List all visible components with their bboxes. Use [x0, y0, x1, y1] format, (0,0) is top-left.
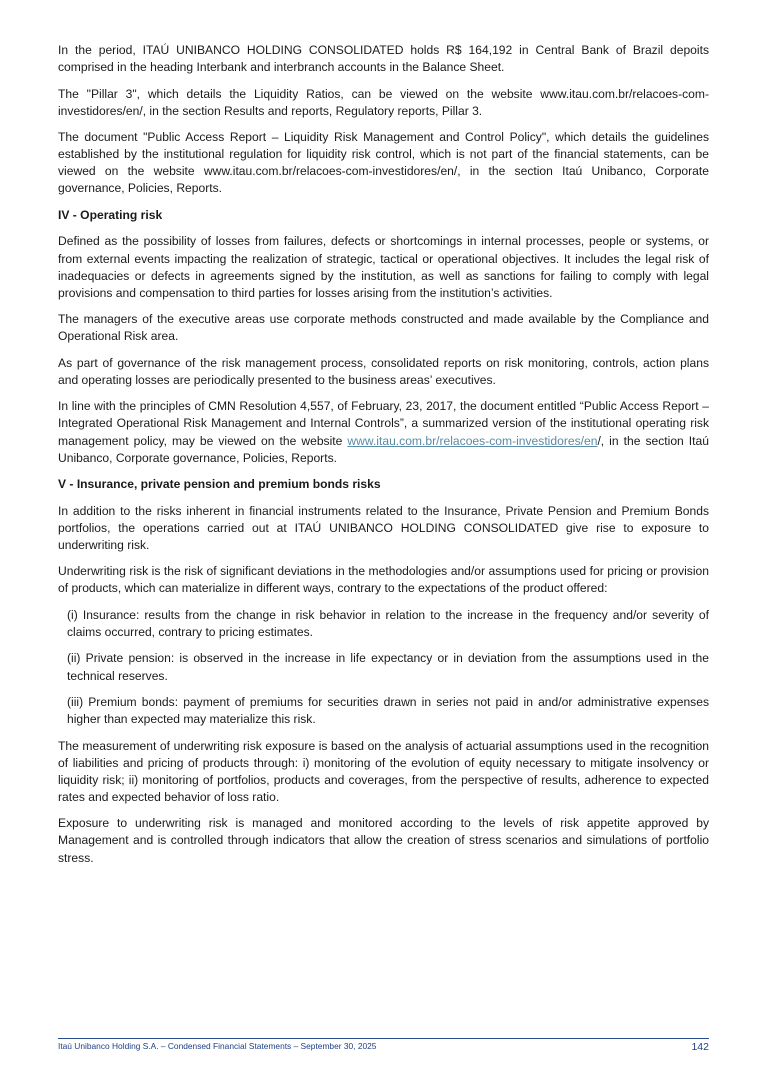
heading-operating-risk: IV - Operating risk	[58, 207, 163, 222]
paragraph-cmn-resolution	[58, 398, 709, 466]
document-body	[58, 42, 709, 876]
paragraph-central-bank-deposits: In the period, ITAÚ UNIBANCO HOLDING CONSOLIDATED holds R$ 164,192 in Central Bank of Brazil depoits comprised in the heading Interbank and interbranch accounts in the Balance Sheet.	[58, 43, 709, 75]
paragraph-operating-risk-definition: Defined as the possibility of losses from failures, defects or shortcomings in internal processes, people or systems, or from external events impacting the realization of strategic, tactical or operational objectives. It includes the legal risk of inadequacies or defects in agreements signed by the institution, as well as sanctions for failing to comply with legal provisions and compensation to third parties for losses arising from the institution’s activities.	[58, 234, 709, 300]
cmn-text-before: In line with the principles of CMN Resolution 4,557, of February, 23, 2017, the document entitled “Public Access Report – Integrated Operational Risk Management and Internal Controls”, a summarized version of the institutional operating risk management policy, may be viewed on the website	[58, 399, 709, 448]
page-number: 142	[691, 1041, 709, 1053]
list-item-insurance: (i) Insurance: results from the change in risk behavior in relation to the increase in the frequency and/or severity of claims occurred, contrary to pricing estimates.	[67, 607, 709, 639]
paragraph-measurement: The measurement of underwriting risk exposure is based on the analysis of actuarial assumptions used in the recognition of liabilities and pricing of products through: i) monitoring of the evolution of equity necessary to mitigate insolvency or liquidity risk; ii) monitoring of portfolios, products and coverages, from the perspective of results, adherence to expected rates and expected behavior of loss ratio.	[58, 738, 709, 804]
paragraph-insurance-intro: In addition to the risks inherent in financial instruments related to the Insurance, Private Pension and Premium Bonds portfolios, the operations carried out at ITAÚ UNIBANCO HOLDING CONSOLIDATED give rise to exposure to underwriting risk.	[58, 503, 709, 552]
heading-insurance-risks: V - Insurance, private pension and premium bonds risks	[58, 477, 381, 492]
list-item-premium-bonds: (iii) Premium bonds: payment of premiums for securities drawn in series not paid in and/or administrative expenses higher than expected may materialize this risk.	[67, 694, 709, 727]
investor-relations-link[interactable]: www.itau.com.br/relacoes-com-investidores/en	[347, 433, 598, 448]
paragraph-executive-managers: The managers of the executive areas use corporate methods constructed and made available by the Compliance and Operational Risk area.	[58, 312, 709, 344]
paragraph-governance-reports: As part of governance of the risk management process, consolidated reports on risk monitoring, controls, action plans and operating losses are periodically presented to the business areas’ executives.	[58, 355, 709, 387]
paragraph-liquidity-policy: The document "Public Access Report – Liquidity Risk Management and Control Policy", which details the guidelines established by the institutional regulation for liquidity risk control, which is not part of the financial statements, can be viewed on the website www.itau.com.br/relacoes-com-investidores/en/, in the section Itaú Unibanco, Corporate governance, Policies, Reports.	[58, 130, 709, 196]
cmn-text-after: /, in the section Itaú Unibanco, Corporate governance, Policies, Reports.	[58, 433, 709, 465]
footer-title: Itaú Unibanco Holding S.A. – Condensed Financial Statements – September 30, 2025	[58, 1041, 377, 1051]
list-item-private-pension: (ii) Private pension: is observed in the increase in life expectancy or in deviation from the assumptions used in the technical reserves.	[67, 651, 709, 683]
paragraph-underwriting-risk: Underwriting risk is the risk of significant deviations in the methodologies and/or assumptions used for pricing or provision of products, which can materialize in different ways, contrary to the expectations of the product offered:	[58, 564, 709, 596]
footer-divider	[58, 1038, 709, 1039]
paragraph-pillar-3: The "Pillar 3", which details the Liquidity Ratios, can be viewed on the website www.itau.com.br/relacoes-com-investidores/en/, in the section Results and reports, Regulatory reports, Pillar 3.	[58, 86, 709, 118]
paragraph-exposure-management: Exposure to underwriting risk is managed and monitored according to the levels of risk appetite approved by Management and is controlled through indicators that allow the creation of stress scenarios and simulations of portfolio stress.	[58, 816, 709, 865]
